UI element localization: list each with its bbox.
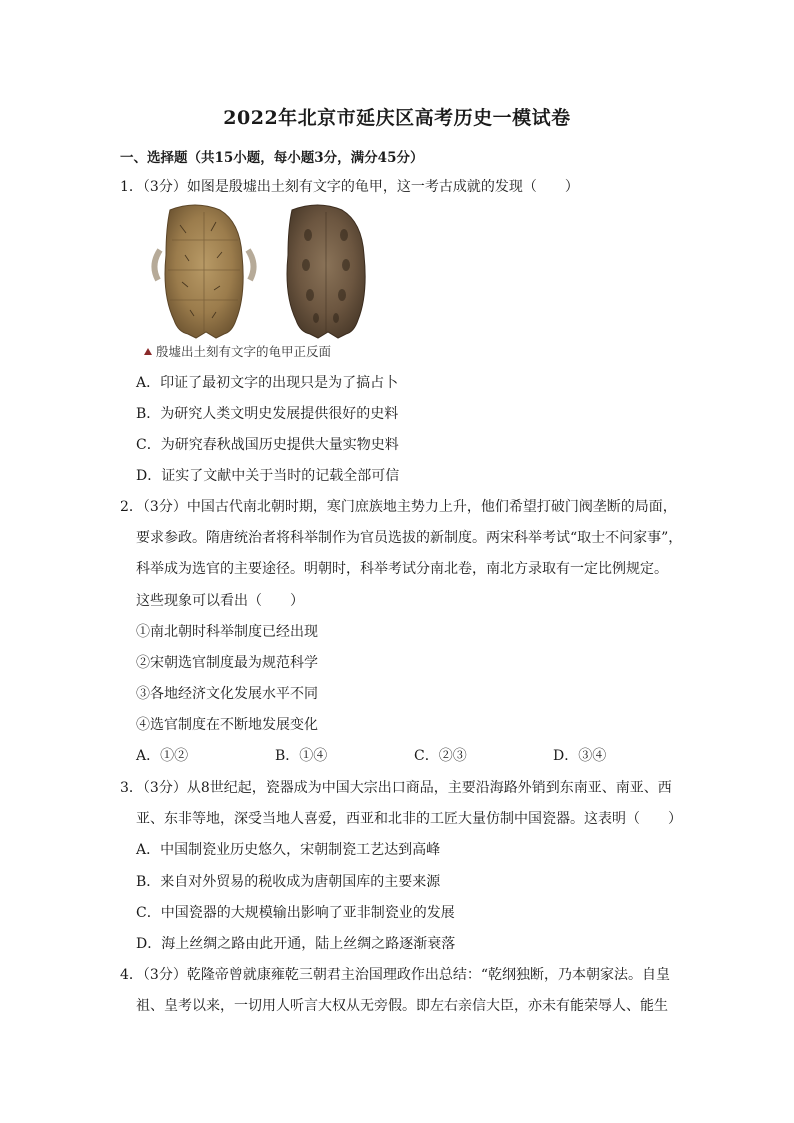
- q3-option-d: D．海上丝绸之路由此开通，陆上丝绸之路逐渐衰落: [136, 936, 456, 952]
- q2-stem-line-3: 科举成为选官的主要途径。明朝时，科举考试分南北卷，南北方录取有一定比例规定。: [136, 561, 668, 577]
- shell-front: [154, 205, 253, 338]
- q3-option-b: B．来自对外贸易的税收成为唐朝国库的主要来源: [136, 874, 441, 890]
- q3-stem-line-1: 3．（3分）从8世纪起，瓷器成为中国大宗出口商品，主要沿海路外销到东南亚、南亚、西: [120, 780, 672, 796]
- q4-stem-line-2: 祖、皇考以来，一切用人听言大权从无旁假。即左右亲信大臣，亦未有能荣辱人、能生: [136, 998, 668, 1014]
- q2-option-d: D．③④: [553, 748, 607, 764]
- q1-stem: 1．（3分）如图是殷墟出土刻有文字的龟甲，这一考古成就的发现（ ）: [120, 179, 579, 195]
- q2-options-row: [136, 747, 692, 765]
- q2-item-4: ④选官制度在不断地发展变化: [136, 717, 318, 733]
- q2-option-b: B．①④: [275, 748, 328, 764]
- q2-stem-line-4: 这些现象可以看出（ ）: [136, 593, 304, 609]
- section-heading: 一、选择题（共15小题，每小题3分，满分45分）: [120, 150, 424, 166]
- q4-stem-line-1: 4．（3分）乾隆帝曾就康雍乾三朝君主治国理政作出总结：“乾纲独断，乃本朝家法。自皇: [120, 967, 670, 983]
- q2-stem-line-2: 要求参政。隋唐统治者将科举制作为官员选拔的新制度。两宋科举考试“取士不问家事”，: [136, 530, 683, 546]
- q2-stem-line-1: 2．（3分）中国古代南北朝时期，寒门庶族地主势力上升，他们希望打破门阀垄断的局面，: [120, 499, 677, 515]
- triangle-icon: [144, 348, 152, 355]
- oracle-bone-figure: [140, 200, 380, 365]
- q2-item-1: ①南北朝时科举制度已经出现: [136, 624, 318, 640]
- figure-caption-text: 殷墟出土刻有文字的龟甲正反面: [156, 344, 332, 359]
- q2-item-2: ②宋朝选官制度最为规范科学: [136, 655, 318, 671]
- q1-option-c: C．为研究春秋战国历史提供大量实物史料: [136, 437, 399, 453]
- q2-option-a: A．①②: [136, 748, 189, 764]
- q3-stem-line-2: 亚、东非等地，深受当地人喜爱，西亚和北非的工匠大量仿制中国瓷器。这表明（ ）: [136, 811, 682, 827]
- q3-option-c: C．中国瓷器的大规模输出影响了亚非制瓷业的发展: [136, 905, 455, 921]
- exam-title: 2022年北京市延庆区高考历史一模试卷: [223, 107, 571, 129]
- shell-back: [287, 205, 365, 338]
- q1-option-a: A．印证了最初文字的出现只是为了搞占卜: [136, 375, 399, 391]
- q2-item-3: ③各地经济文化发展水平不同: [136, 686, 318, 702]
- q1-option-d: D．证实了文献中关于当时的记载全部可信: [136, 468, 400, 484]
- q3-option-a: A．中国制瓷业历史悠久，宋朝制瓷工艺达到高峰: [136, 842, 441, 858]
- q1-option-b: B．为研究人类文明史发展提供很好的史料: [136, 406, 399, 422]
- q2-option-c: C．②③: [414, 748, 467, 764]
- figure-caption: [144, 342, 331, 360]
